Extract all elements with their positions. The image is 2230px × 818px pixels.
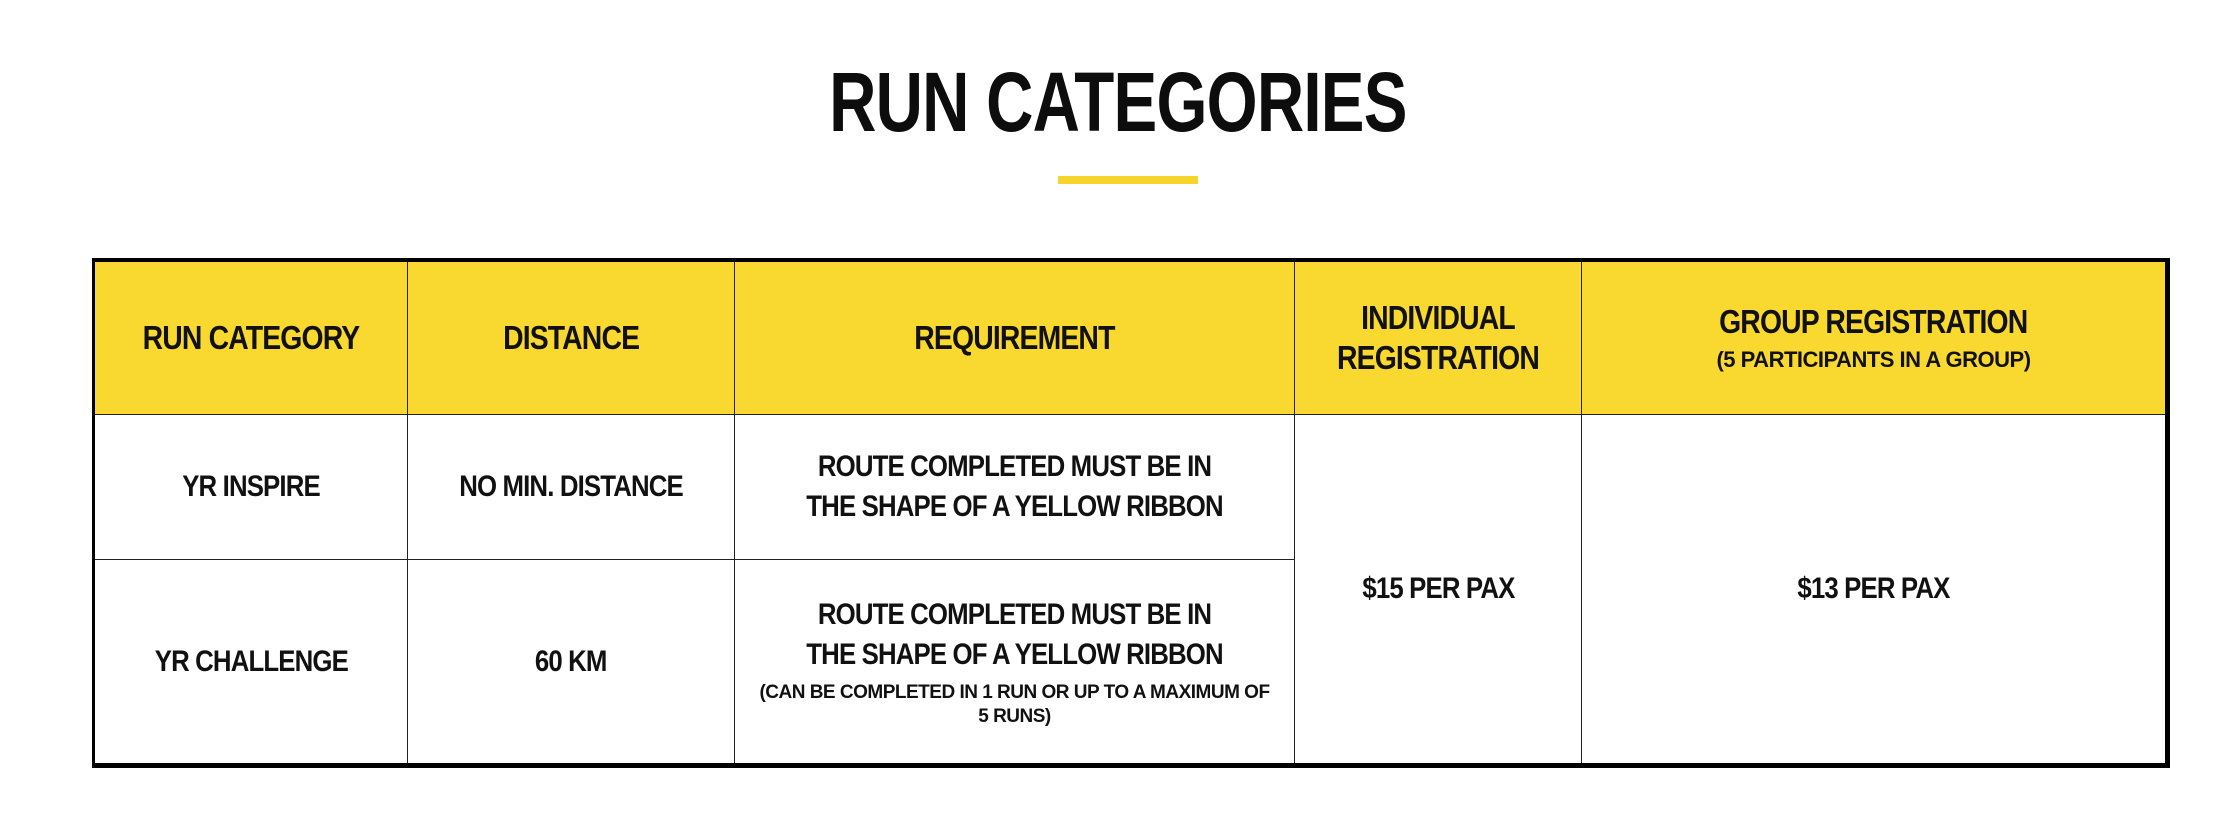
run-categories-table: [92, 258, 2170, 768]
title-underline: [1058, 176, 1198, 184]
cell-requirement: [735, 560, 1295, 766]
requirement-value: ROUTE COMPLETED MUST BE IN THE SHAPE OF A YELLOW RIBBON: [806, 597, 1223, 671]
header-individual-registration-label: INDIVIDUAL REGISTRATION: [1336, 299, 1539, 376]
individual-price-value: $15 PER PAX: [1361, 572, 1515, 605]
header-group-registration: [1582, 260, 2168, 415]
cell-group-price: [1582, 415, 2168, 766]
cell-run-category: [94, 560, 408, 766]
run-category-value: YR CHALLENGE: [154, 644, 348, 678]
distance-value: NO MIN. DISTANCE: [459, 470, 683, 504]
requirement-note: (CAN BE COMPLETED IN 1 RUN OR UP TO A MAXIMUM OF 5 RUNS): [759, 681, 1270, 727]
cell-individual-price: [1295, 415, 1582, 766]
header-group-registration-label: GROUP REGISTRATION: [1719, 303, 2028, 340]
run-category-value: YR INSPIRE: [182, 470, 320, 504]
page-title: RUN CATEGORIES: [829, 55, 1407, 149]
cell-distance: [408, 415, 735, 560]
header-run-category-label: RUN CATEGORY: [142, 319, 360, 356]
requirement-value: ROUTE COMPLETED MUST BE IN THE SHAPE OF A YELLOW RIBBON: [806, 450, 1223, 524]
table-row: [94, 415, 2168, 560]
header-group-registration-note: (5 PARTICIPANTS IN A GROUP): [1716, 347, 2031, 372]
cell-requirement: [735, 415, 1295, 560]
group-price-value: $13 PER PAX: [1797, 572, 1950, 605]
distance-value: 60 KM: [535, 644, 607, 678]
cell-run-category: [94, 415, 408, 560]
header-run-category: [94, 260, 408, 415]
header-distance: [408, 260, 735, 415]
cell-distance: [408, 560, 735, 766]
header-distance-label: DISTANCE: [502, 319, 640, 356]
header-individual-registration: [1295, 260, 1582, 415]
table-header-row: [94, 260, 2168, 415]
header-requirement: [735, 260, 1295, 415]
header-requirement-label: REQUIREMENT: [914, 319, 1115, 356]
